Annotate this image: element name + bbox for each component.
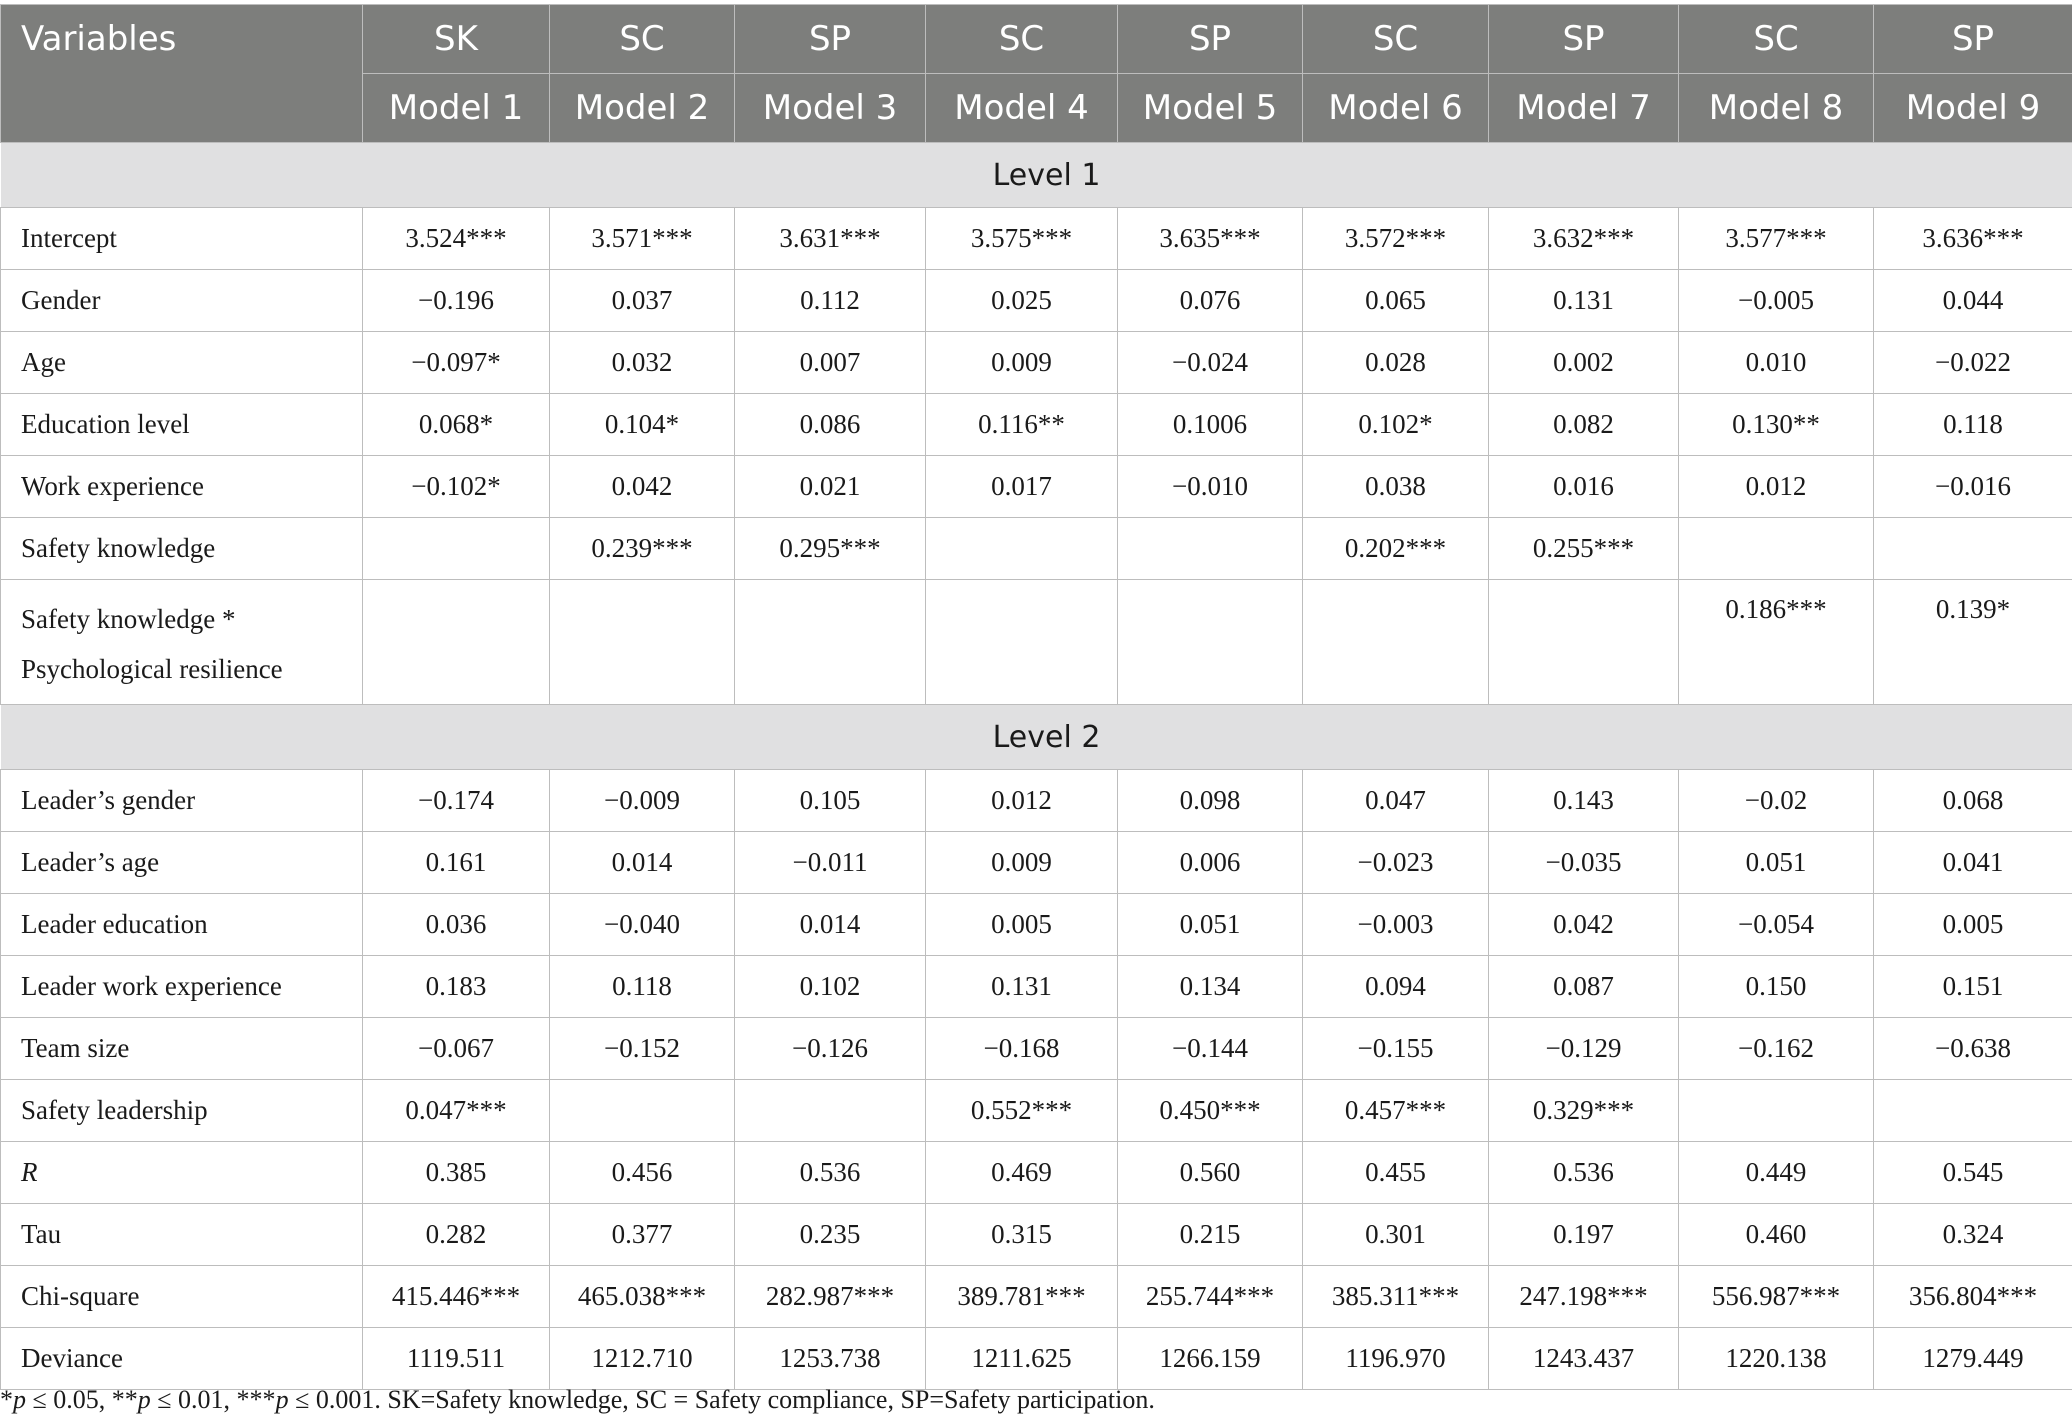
cell-value: 0.143 xyxy=(1489,770,1679,832)
cell-value: 0.202*** xyxy=(1303,518,1489,580)
cell-value xyxy=(550,580,735,705)
cell-value: 0.377 xyxy=(550,1204,735,1266)
cell-value: 0.301 xyxy=(1303,1204,1489,1266)
cell-value: −0.022 xyxy=(1874,332,2072,394)
cell-value: 0.014 xyxy=(550,832,735,894)
cell-value: 0.076 xyxy=(1118,270,1303,332)
dependent-header: SC xyxy=(1303,5,1489,74)
cell-value: 0.186*** xyxy=(1679,580,1874,705)
cell-value: 0.002 xyxy=(1489,332,1679,394)
row-label: Tau xyxy=(1,1204,363,1266)
row-label: Work experience xyxy=(1,456,363,518)
cell-value: 0.016 xyxy=(1489,456,1679,518)
cell-value: −0.010 xyxy=(1118,456,1303,518)
footnote-p-symbol: p xyxy=(137,1385,151,1414)
cell-value: 3.575*** xyxy=(926,208,1118,270)
cell-value: 0.1006 xyxy=(1118,394,1303,456)
cell-value: 3.571*** xyxy=(550,208,735,270)
cell-value: −0.168 xyxy=(926,1018,1118,1080)
row-label: Chi-square xyxy=(1,1266,363,1328)
cell-value: 1211.625 xyxy=(926,1328,1118,1390)
cell-value: 0.118 xyxy=(1874,394,2072,456)
cell-value: 0.134 xyxy=(1118,956,1303,1018)
row-label: Leader’s age xyxy=(1,832,363,894)
cell-value: −0.005 xyxy=(1679,270,1874,332)
cell-value: −0.054 xyxy=(1679,894,1874,956)
cell-value: −0.016 xyxy=(1874,456,2072,518)
cell-value: 0.131 xyxy=(926,956,1118,1018)
cell-value: 0.086 xyxy=(735,394,926,456)
row-label: Safety knowledge xyxy=(1,518,363,580)
cell-value: 0.028 xyxy=(1303,332,1489,394)
cell-value: 1266.159 xyxy=(1118,1328,1303,1390)
cell-value: 0.536 xyxy=(735,1142,926,1204)
cell-value: 247.198*** xyxy=(1489,1266,1679,1328)
row-label: Age xyxy=(1,332,363,394)
cell-value: 0.116** xyxy=(926,394,1118,456)
variables-header: Variables xyxy=(1,5,363,143)
cell-value: 0.536 xyxy=(1489,1142,1679,1204)
cell-value: −0.102* xyxy=(363,456,550,518)
cell-value: 0.150 xyxy=(1679,956,1874,1018)
row-label: Leader’s gender xyxy=(1,770,363,832)
cell-value: 1279.449 xyxy=(1874,1328,2072,1390)
row-label: Leader work experience xyxy=(1,956,363,1018)
cell-value: 0.044 xyxy=(1874,270,2072,332)
cell-value xyxy=(1118,518,1303,580)
row-label-line: Psychological resilience xyxy=(21,654,283,684)
cell-value: 0.087 xyxy=(1489,956,1679,1018)
table-row xyxy=(1,580,2072,705)
footnote-part: ≤ 0.01, *** xyxy=(150,1385,276,1414)
cell-value: 0.456 xyxy=(550,1142,735,1204)
section-row-level-2 xyxy=(1,705,2072,770)
cell-value: 0.197 xyxy=(1489,1204,1679,1266)
model-header: Model 5 xyxy=(1118,74,1303,143)
cell-value: 3.631*** xyxy=(735,208,926,270)
cell-value: 0.051 xyxy=(1679,832,1874,894)
model-header: Model 3 xyxy=(735,74,926,143)
table-row xyxy=(1,394,2072,456)
cell-value: −0.023 xyxy=(1303,832,1489,894)
cell-value: 3.572*** xyxy=(1303,208,1489,270)
model-header: Model 6 xyxy=(1303,74,1489,143)
cell-value: −0.003 xyxy=(1303,894,1489,956)
table-row xyxy=(1,1266,2072,1328)
regression-table xyxy=(0,4,2072,1390)
cell-value: 0.021 xyxy=(735,456,926,518)
cell-value: 0.038 xyxy=(1303,456,1489,518)
cell-value: 0.295*** xyxy=(735,518,926,580)
cell-value: 0.131 xyxy=(1489,270,1679,332)
cell-value xyxy=(1874,518,2072,580)
dependent-header: SC xyxy=(1679,5,1874,74)
row-label: Leader education xyxy=(1,894,363,956)
cell-value: 0.449 xyxy=(1679,1142,1874,1204)
cell-value: 0.105 xyxy=(735,770,926,832)
cell-value xyxy=(1118,580,1303,705)
row-label: Gender xyxy=(1,270,363,332)
cell-value: 0.560 xyxy=(1118,1142,1303,1204)
cell-value: 0.385 xyxy=(363,1142,550,1204)
cell-value: 1243.437 xyxy=(1489,1328,1679,1390)
cell-value: 0.047 xyxy=(1303,770,1489,832)
footnote-p-symbol: p xyxy=(275,1385,289,1414)
table-row xyxy=(1,270,2072,332)
cell-value: 385.311*** xyxy=(1303,1266,1489,1328)
cell-value: 3.577*** xyxy=(1679,208,1874,270)
header-row-dependents xyxy=(1,5,2072,74)
cell-value: 3.635*** xyxy=(1118,208,1303,270)
table-row xyxy=(1,1080,2072,1142)
cell-value xyxy=(1679,518,1874,580)
table-header xyxy=(1,5,2072,143)
cell-value: −0.126 xyxy=(735,1018,926,1080)
table-row xyxy=(1,770,2072,832)
cell-value: 0.239*** xyxy=(550,518,735,580)
table-row xyxy=(1,832,2072,894)
cell-value: 0.036 xyxy=(363,894,550,956)
row-label: Team size xyxy=(1,1018,363,1080)
cell-value: 0.009 xyxy=(926,332,1118,394)
cell-value: −0.02 xyxy=(1679,770,1874,832)
cell-value: 356.804*** xyxy=(1874,1266,2072,1328)
cell-value xyxy=(1679,1080,1874,1142)
cell-value: −0.152 xyxy=(550,1018,735,1080)
dependent-header: SC xyxy=(550,5,735,74)
cell-value: 0.042 xyxy=(550,456,735,518)
cell-value xyxy=(550,1080,735,1142)
cell-value: 3.524*** xyxy=(363,208,550,270)
cell-value: −0.196 xyxy=(363,270,550,332)
cell-value: 0.183 xyxy=(363,956,550,1018)
cell-value: 0.329*** xyxy=(1489,1080,1679,1142)
row-label: Intercept xyxy=(1,208,363,270)
cell-value: 0.009 xyxy=(926,832,1118,894)
cell-value: −0.024 xyxy=(1118,332,1303,394)
cell-value: 0.005 xyxy=(1874,894,2072,956)
cell-value: 0.552*** xyxy=(926,1080,1118,1142)
table-row xyxy=(1,1328,2072,1390)
cell-value: 389.781*** xyxy=(926,1266,1118,1328)
cell-value: −0.174 xyxy=(363,770,550,832)
cell-value: 0.068* xyxy=(363,394,550,456)
footnote-part: ≤ 0.001. SK=Safety knowledge, SC = Safety compliance, SP=Safety participation. xyxy=(288,1385,1155,1414)
table-row xyxy=(1,332,2072,394)
cell-value: 556.987*** xyxy=(1679,1266,1874,1328)
cell-value: 0.282 xyxy=(363,1204,550,1266)
cell-value: 0.324 xyxy=(1874,1204,2072,1266)
cell-value: −0.035 xyxy=(1489,832,1679,894)
cell-value: 0.457*** xyxy=(1303,1080,1489,1142)
dependent-header: SK xyxy=(363,5,550,74)
cell-value: 0.469 xyxy=(926,1142,1118,1204)
cell-value: 0.010 xyxy=(1679,332,1874,394)
cell-value: −0.011 xyxy=(735,832,926,894)
cell-value: 0.151 xyxy=(1874,956,2072,1018)
cell-value: 0.460 xyxy=(1679,1204,1874,1266)
cell-value: 0.102* xyxy=(1303,394,1489,456)
cell-value xyxy=(735,580,926,705)
cell-value: 0.068 xyxy=(1874,770,2072,832)
cell-value: 1220.138 xyxy=(1679,1328,1874,1390)
model-header: Model 8 xyxy=(1679,74,1874,143)
row-label xyxy=(1,580,363,705)
table-footnote xyxy=(0,1385,1155,1415)
cell-value: 0.112 xyxy=(735,270,926,332)
dependent-header: SP xyxy=(735,5,926,74)
cell-value: 255.744*** xyxy=(1118,1266,1303,1328)
table-row xyxy=(1,1142,2072,1204)
cell-value: 282.987*** xyxy=(735,1266,926,1328)
cell-value: −0.040 xyxy=(550,894,735,956)
cell-value: 1253.738 xyxy=(735,1328,926,1390)
table-row xyxy=(1,518,2072,580)
row-label-line: Safety knowledge * xyxy=(21,604,236,634)
row-label: R xyxy=(1,1142,363,1204)
table-row xyxy=(1,1018,2072,1080)
cell-value: 0.025 xyxy=(926,270,1118,332)
dependent-header: SC xyxy=(926,5,1118,74)
cell-value: −0.067 xyxy=(363,1018,550,1080)
cell-value: 0.012 xyxy=(1679,456,1874,518)
cell-value: 1196.970 xyxy=(1303,1328,1489,1390)
row-label: Deviance xyxy=(1,1328,363,1390)
model-header: Model 1 xyxy=(363,74,550,143)
dependent-header: SP xyxy=(1874,5,2072,74)
cell-value: 0.545 xyxy=(1874,1142,2072,1204)
dependent-header: SP xyxy=(1489,5,1679,74)
cell-value: 3.636*** xyxy=(1874,208,2072,270)
cell-value: 0.450*** xyxy=(1118,1080,1303,1142)
cell-value: −0.097* xyxy=(363,332,550,394)
row-label: Safety leadership xyxy=(1,1080,363,1142)
table-row xyxy=(1,208,2072,270)
dependent-header: SP xyxy=(1118,5,1303,74)
cell-value: 0.130** xyxy=(1679,394,1874,456)
cell-value xyxy=(363,518,550,580)
cell-value: −0.155 xyxy=(1303,1018,1489,1080)
cell-value: 0.455 xyxy=(1303,1142,1489,1204)
cell-value: 0.041 xyxy=(1874,832,2072,894)
cell-value: 0.255*** xyxy=(1489,518,1679,580)
cell-value: 0.065 xyxy=(1303,270,1489,332)
cell-value: −0.638 xyxy=(1874,1018,2072,1080)
cell-value: 0.037 xyxy=(550,270,735,332)
cell-value: −0.129 xyxy=(1489,1018,1679,1080)
cell-value: 0.118 xyxy=(550,956,735,1018)
cell-value: 0.104* xyxy=(550,394,735,456)
cell-value: 0.032 xyxy=(550,332,735,394)
cell-value: 415.446*** xyxy=(363,1266,550,1328)
cell-value: 0.139* xyxy=(1874,580,2072,705)
footnote-part: ≤ 0.05, ** xyxy=(26,1385,138,1414)
footnote-p-symbol: p xyxy=(13,1385,26,1414)
cell-value: 0.007 xyxy=(735,332,926,394)
model-header: Model 2 xyxy=(550,74,735,143)
cell-value: 465.038*** xyxy=(550,1266,735,1328)
cell-value: −0.009 xyxy=(550,770,735,832)
cell-value xyxy=(735,1080,926,1142)
cell-value xyxy=(1489,580,1679,705)
table-row xyxy=(1,456,2072,518)
cell-value: 1119.511 xyxy=(363,1328,550,1390)
cell-value: 0.161 xyxy=(363,832,550,894)
row-label: Education level xyxy=(1,394,363,456)
cell-value: 0.235 xyxy=(735,1204,926,1266)
cell-value: 0.315 xyxy=(926,1204,1118,1266)
table-body xyxy=(1,143,2072,1390)
cell-value: 3.632*** xyxy=(1489,208,1679,270)
model-header: Model 7 xyxy=(1489,74,1679,143)
cell-value: 0.098 xyxy=(1118,770,1303,832)
cell-value: 1212.710 xyxy=(550,1328,735,1390)
table-row xyxy=(1,894,2072,956)
table-row xyxy=(1,956,2072,1018)
section-label: Level 1 xyxy=(1,143,2072,208)
cell-value: 0.047*** xyxy=(363,1080,550,1142)
cell-value: 0.042 xyxy=(1489,894,1679,956)
section-label: Level 2 xyxy=(1,705,2072,770)
cell-value: 0.215 xyxy=(1118,1204,1303,1266)
cell-value: 0.017 xyxy=(926,456,1118,518)
model-header: Model 9 xyxy=(1874,74,2072,143)
cell-value xyxy=(1874,1080,2072,1142)
cell-value: 0.094 xyxy=(1303,956,1489,1018)
section-row-level-1 xyxy=(1,143,2072,208)
cell-value: 0.012 xyxy=(926,770,1118,832)
cell-value xyxy=(1303,580,1489,705)
table-row xyxy=(1,1204,2072,1266)
cell-value: 0.005 xyxy=(926,894,1118,956)
cell-value: 0.014 xyxy=(735,894,926,956)
cell-value xyxy=(926,580,1118,705)
cell-value: 0.051 xyxy=(1118,894,1303,956)
cell-value: −0.162 xyxy=(1679,1018,1874,1080)
cell-value xyxy=(363,580,550,705)
model-header: Model 4 xyxy=(926,74,1118,143)
cell-value: −0.144 xyxy=(1118,1018,1303,1080)
cell-value xyxy=(926,518,1118,580)
cell-value: 0.102 xyxy=(735,956,926,1018)
cell-value: 0.006 xyxy=(1118,832,1303,894)
footnote-part: * xyxy=(0,1385,13,1414)
cell-value: 0.082 xyxy=(1489,394,1679,456)
